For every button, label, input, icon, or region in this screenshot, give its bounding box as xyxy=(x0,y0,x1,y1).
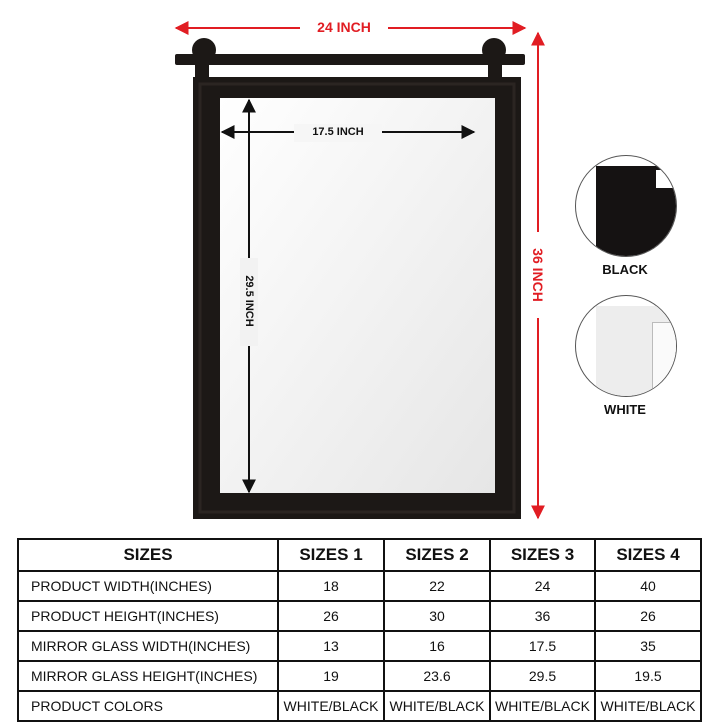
table-cell: 26 xyxy=(595,601,701,631)
table-cell: 30 xyxy=(384,601,490,631)
table-cell: 17.5 xyxy=(490,631,595,661)
mirror-glass xyxy=(220,98,495,493)
table-cell: 19 xyxy=(278,661,384,691)
table-cell: WHITE/BLACK xyxy=(278,691,384,721)
table-cell: 16 xyxy=(384,631,490,661)
table-header-row xyxy=(18,539,701,571)
header-sizes-3: SIZES 3 xyxy=(490,539,595,571)
black-swatch[interactable] xyxy=(575,155,677,257)
overall-height-label: 36 INCH xyxy=(530,248,546,302)
size-spec-table xyxy=(17,538,702,722)
table-row xyxy=(18,571,701,601)
table-cell: 18 xyxy=(278,571,384,601)
table-cell: 35 xyxy=(595,631,701,661)
black-swatch-label: BLACK xyxy=(602,262,648,277)
table-cell: WHITE/BLACK xyxy=(595,691,701,721)
header-sizes: SIZES xyxy=(18,539,278,571)
table-cell: 22 xyxy=(384,571,490,601)
table-cell: 13 xyxy=(278,631,384,661)
glass-height-label: 29.5 INCH xyxy=(243,275,255,327)
table-row xyxy=(18,601,701,631)
table-cell: WHITE/BLACK xyxy=(490,691,595,721)
table-cell: 19.5 xyxy=(595,661,701,691)
white-swatch[interactable] xyxy=(575,295,677,397)
header-sizes-4: SIZES 4 xyxy=(595,539,701,571)
row-label: PRODUCT WIDTH(INCHES) xyxy=(18,571,278,601)
row-label: MIRROR GLASS HEIGHT(INCHES) xyxy=(18,661,278,691)
row-label: PRODUCT HEIGHT(INCHES) xyxy=(18,601,278,631)
table-cell: 23.6 xyxy=(384,661,490,691)
table-row xyxy=(18,631,701,661)
table-cell: 26 xyxy=(278,601,384,631)
table-cell: 24 xyxy=(490,571,595,601)
overall-width-label: 24 INCH xyxy=(317,19,371,35)
glass-width-label: 17.5 INCH xyxy=(312,126,364,138)
table-cell: WHITE/BLACK xyxy=(384,691,490,721)
header-sizes-2: SIZES 2 xyxy=(384,539,490,571)
white-swatch-label: WHITE xyxy=(604,402,646,417)
table-row xyxy=(18,661,701,691)
hanging-rail xyxy=(175,54,525,65)
table-cell: 40 xyxy=(595,571,701,601)
table-cell: 36 xyxy=(490,601,595,631)
row-label: PRODUCT COLORS xyxy=(18,691,278,721)
table-row xyxy=(18,691,701,721)
header-sizes-1: SIZES 1 xyxy=(278,539,384,571)
row-label: MIRROR GLASS WIDTH(INCHES) xyxy=(18,631,278,661)
table-cell: 29.5 xyxy=(490,661,595,691)
